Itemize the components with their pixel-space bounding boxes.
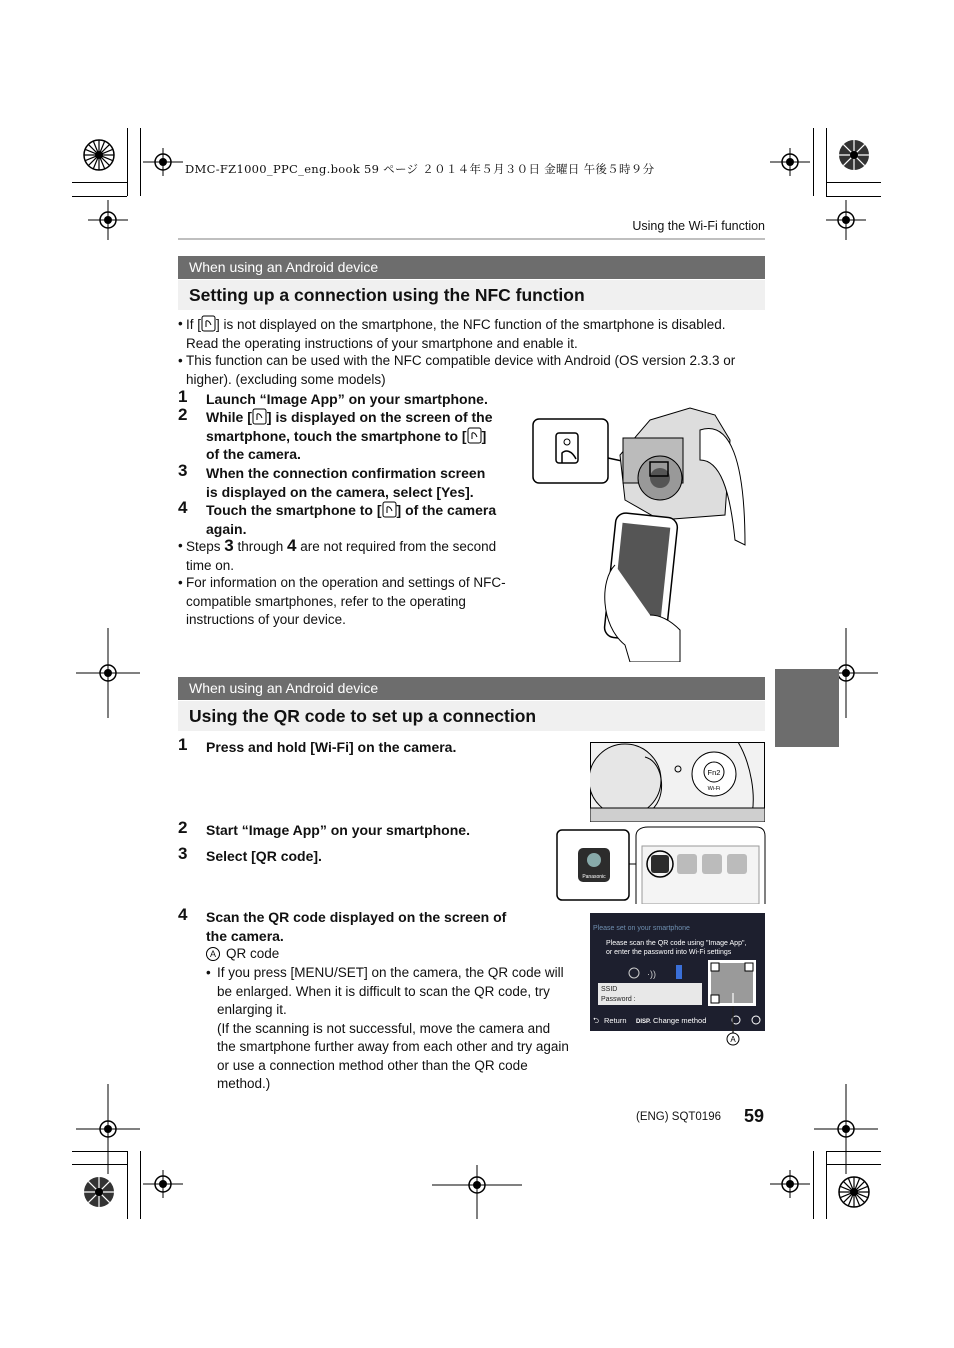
nfc-icon <box>382 501 397 518</box>
step-2: 2 While [ ] is displayed on the screen of the smartphone, touch the smartphone to [ ] of the camera. <box>178 405 493 462</box>
crosshair-icon <box>826 200 866 240</box>
svg-text:⮌: ⮌ <box>593 1016 600 1025</box>
document-code: (ENG) SQT0196 <box>636 1111 721 1123</box>
header-rule <box>178 238 765 240</box>
print-info-line: DMC-FZ1000_PPC_eng.book 59 ページ ２０１４年５月３０日 金曜日 午後５時９分 <box>185 162 655 176</box>
fn2-label: Fn2 <box>707 768 721 777</box>
callout-a-marker: A <box>730 1035 736 1044</box>
screen-message-line1: Please scan the QR code using "Image App", <box>606 940 747 947</box>
image-app-illustration <box>556 826 766 904</box>
screen-top-label: Please set on your smartphone <box>593 925 690 932</box>
return-label: Return <box>604 1016 627 1025</box>
wifi-label: Wi-Fi <box>707 786 721 792</box>
svg-text:Panasonic: Panasonic <box>582 874 606 880</box>
step-2: 2 Start “Image App” on your smartphone. <box>178 818 470 838</box>
section-heading: Using the QR code to set up a connection <box>178 701 765 731</box>
note-item: • If you press [MENU/SET] on the camera, the QR code will be enlarged. When it is difficult to scan the QR code, try enlarging it. (If the scanning is not successful, move the camera and the smartphone further away from each other and try again or use a connection method other than the QR code method.) <box>206 965 569 1091</box>
note-item: • Steps 3 through 4 are not required from the second time on. <box>178 536 497 573</box>
crosshair-icon <box>76 628 140 718</box>
crosshair-icon <box>770 148 810 176</box>
running-header: Using the Wi-Fi function <box>632 219 765 233</box>
page-number: 59 <box>744 1106 765 1126</box>
nfc-callout-box <box>533 419 608 483</box>
crosshair-icon <box>143 1170 183 1198</box>
password-label: Password : <box>601 996 636 1003</box>
step-1: 1 Press and hold [Wi-Fi] on the camera. <box>178 735 457 755</box>
crosshair-icon <box>770 1170 810 1198</box>
svg-text:·)): ·)) <box>647 969 656 979</box>
chapter-tab <box>775 669 839 747</box>
bullet-item: • This function can be used with the NFC compatible device with Android (OS version 2.3.3 or higher). (excluding some models) <box>178 353 736 387</box>
screen-message-line2: or enter the password into Wi-Fi settings <box>606 949 732 956</box>
nfc-icon <box>201 315 216 332</box>
crosshair-icon <box>88 200 128 240</box>
bullet-item: • If [ ] is not displayed on the smartphone, the NFC function of the smartphone is disabled. Read the operating instructions of your smartphone and enable it. <box>178 316 726 351</box>
change-method-label: Change method <box>653 1016 707 1025</box>
section-heading: Setting up a connection using the NFC function <box>178 280 765 310</box>
disp-label: DISP. <box>636 1019 651 1025</box>
note-item: • For information on the operation and settings of NFC- compatible smartphones, refer to the operating instructions of your device. <box>178 575 506 627</box>
nfc-touch-illustration <box>530 400 750 662</box>
step-3: 3 Select [QR code]. <box>178 844 322 864</box>
step-4: 4 Scan the QR code displayed on the screen of the camera. <box>178 905 507 944</box>
nfc-icon <box>252 408 267 425</box>
camera-qr-screen <box>590 913 765 1047</box>
crosshair-icon <box>814 1084 878 1174</box>
registration-target-icon <box>82 138 116 172</box>
crosshair-icon <box>76 1084 140 1174</box>
legend-qr-code: A QR code <box>206 946 279 961</box>
crosshair-icon <box>432 1165 522 1219</box>
callout-a-marker: A <box>206 947 220 961</box>
registration-target-icon <box>837 1175 871 1209</box>
registration-target-icon <box>837 138 871 172</box>
registration-target-icon <box>82 1175 116 1209</box>
step-1: 1 Launch “Image App” on your smartphone. <box>178 387 488 407</box>
camera-wifi-button-illustration <box>590 742 765 822</box>
section-band: When using an Android device <box>178 256 765 279</box>
nfc-icon <box>467 427 482 444</box>
step-3: 3 When the connection confirmation screen is displayed on the camera, select [Yes]. <box>178 461 486 500</box>
section-band: When using an Android device <box>178 677 765 700</box>
crosshair-icon <box>143 148 183 176</box>
ssid-label: SSID <box>601 986 618 993</box>
step-4: 4 Touch the smartphone to [ ] of the camera again. <box>178 498 497 537</box>
